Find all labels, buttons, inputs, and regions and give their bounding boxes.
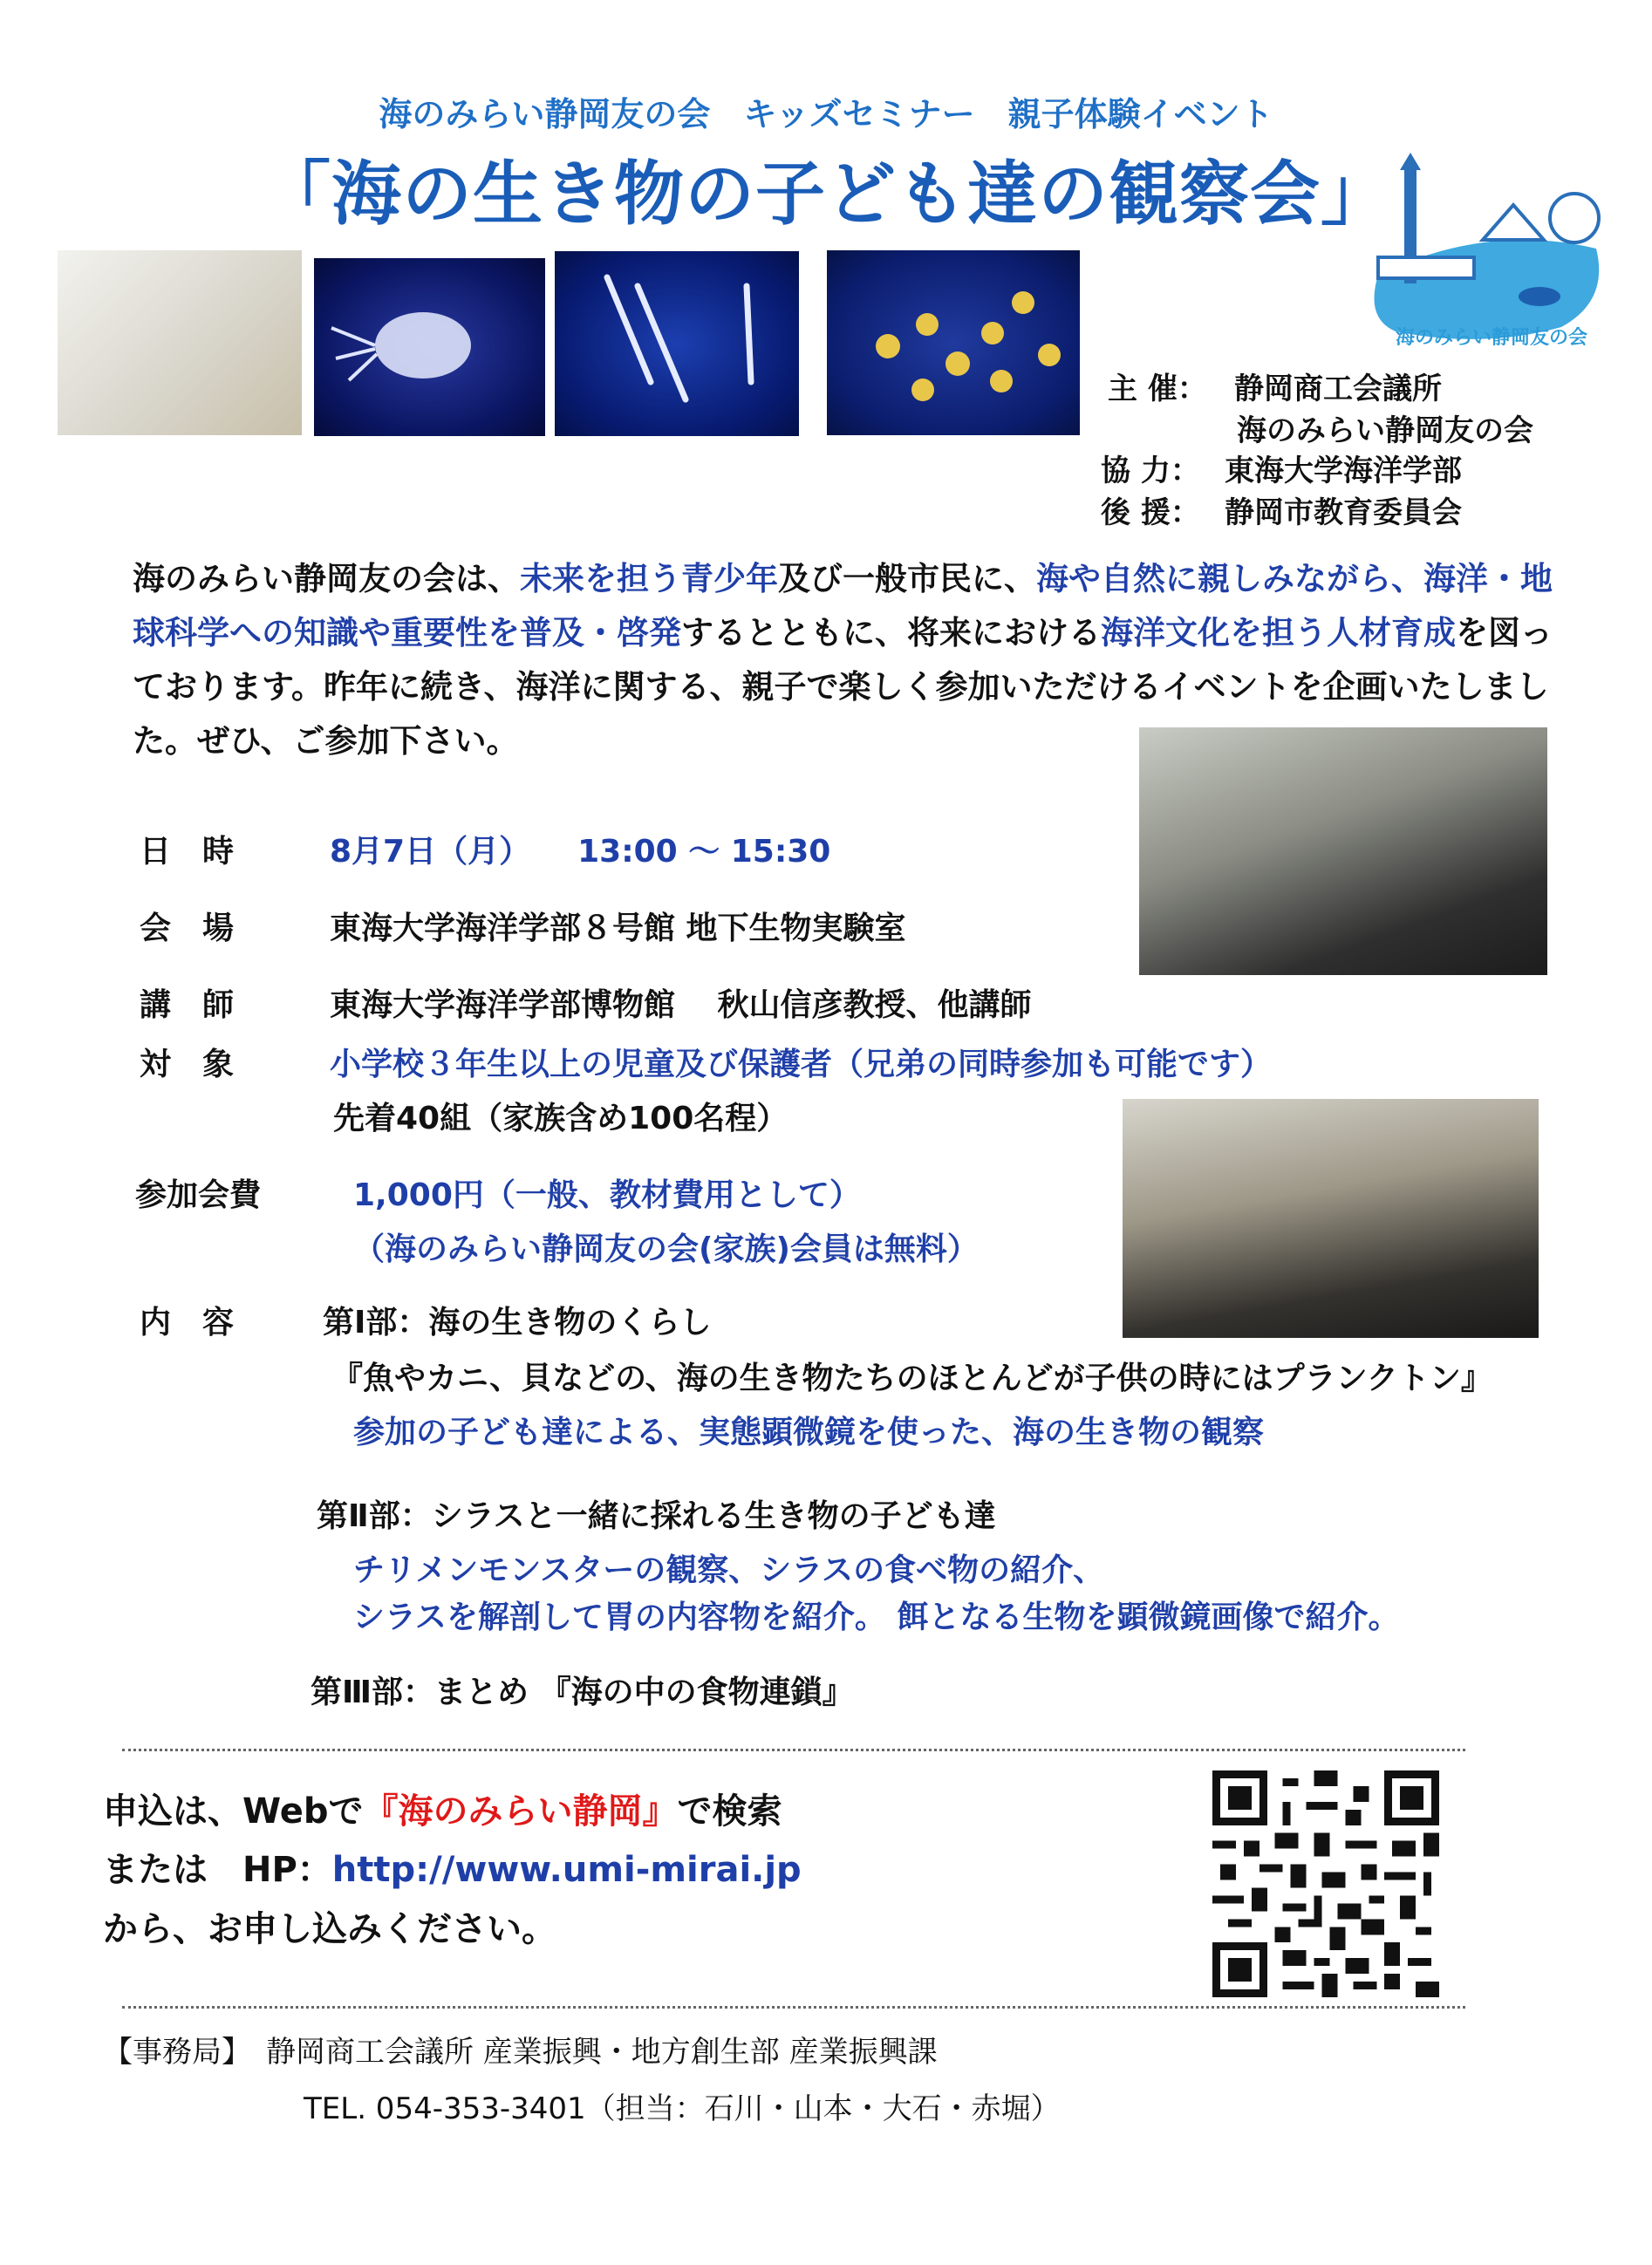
intro-paragraph: 海のみらい静岡友の会は、未来を担う青少年及び一般市民に、海や自然に親しみながら、海洋・地球科学への知識や重要性を普及・啓発するとともに、将来における海洋文化を担う人材育成を図っております。昨年に続き、海洋に関する、親子で楽しく参加いただけるイベントを企画いたしました。ぜひ、ご参加下さい。: [133, 560, 1553, 760]
fee-value: 1,000円（一般、教材費用として）: [353, 1177, 861, 1213]
part2-line2: シラスを解剖して胃の内容物を紹介。 餌となる生物を顕微鏡画像で紹介。: [353, 1600, 1400, 1635]
lab-room-photo: [1123, 1099, 1539, 1338]
plankton-photo-specimens: [58, 250, 302, 435]
part2-title: 第Ⅱ部：シラスと一緒に採れる生き物の子ども達: [317, 1498, 996, 1534]
part2-line1: チリメンモンスターの観察、シラスの食べ物の紹介、: [353, 1552, 1105, 1588]
plankton-photo-squid-larva: [314, 258, 545, 436]
qr-code[interactable]: [1212, 1770, 1439, 1997]
sponsor-cooperation-value: 東海大学海洋学部: [1225, 454, 1462, 488]
fee-label: 参加会費: [135, 1177, 262, 1213]
homepage-link[interactable]: http://www.umi-mirai.jp: [331, 1850, 802, 1890]
logo-caption: 海のみらい静岡友の会: [1395, 327, 1587, 349]
apply-line-3: から、お申し込みください。: [103, 1909, 556, 1949]
target-capacity: 先着40組（家族含め100名程）: [333, 1101, 788, 1136]
event-subtitle: 海のみらい静岡友の会 キッズセミナー 親子体験イベント: [379, 95, 1273, 133]
content-label: 内 容: [140, 1305, 235, 1341]
date-value: 8月7日（月） 13:00 ～ 15:30: [330, 834, 831, 870]
separator-top: [122, 1749, 1465, 1751]
contact-phone: TEL. 054-353-3401（担当：石川・山本・大石・赤堀）: [304, 2091, 1061, 2126]
plankton-photo-shrimp-larvae: [555, 251, 799, 436]
venue-value: 東海大学海洋学部８号館 地下生物実験室: [330, 911, 906, 946]
apply-line-1: 申込は、Webで『海のみらい静岡』で検索: [103, 1791, 782, 1832]
target-label: 対 象: [140, 1047, 235, 1082]
part1-description: 参加の子ども達による、実態顕微鏡を使った、海の生き物の観察: [353, 1415, 1265, 1450]
target-value: 小学校３年生以上の児童及び保護者（兄弟の同時参加も可能です）: [330, 1047, 1273, 1082]
separator-bottom: [122, 2006, 1465, 2009]
fee-member-note: （海のみらい静岡友の会(家族)会員は無料）: [353, 1231, 979, 1267]
apply-line-2: または HP：http://www.umi-mirai.jp: [103, 1850, 802, 1890]
sponsor-host-value: 静岡商工会議所: [1234, 372, 1442, 406]
sponsor-cooperation-label: 協 力：: [1101, 454, 1200, 488]
date-label: 日 時: [140, 834, 235, 870]
lecturer-label: 講 師: [140, 987, 235, 1023]
sponsor-support-label: 後 援：: [1101, 495, 1200, 530]
venue-label: 会 場: [140, 911, 235, 946]
page-title: 「海の生き物の子ども達の観察会」: [261, 154, 1391, 235]
microscope-session-photo: [1139, 727, 1547, 975]
sponsor-support-value: 静岡市教育委員会: [1225, 495, 1462, 530]
part1-title: 第Ⅰ部：海の生き物のくらし: [323, 1305, 712, 1341]
sponsor-host-value-2: 海のみらい静岡友の会: [1237, 413, 1533, 448]
part1-quote: 『魚やカニ、貝などの、海の生き物たちのほとんどが子供の時にはプランクトン』: [331, 1361, 1492, 1396]
sponsor-host-label: 主 催：: [1108, 372, 1207, 406]
lecturer-value: 東海大学海洋学部博物館 秋山信彦教授、他講師: [330, 987, 1032, 1023]
office-info: 【事務局】 静岡商工会議所 産業振興・地方創生部 産業振興課: [103, 2035, 938, 2070]
plankton-photo-fish-eggs: [827, 250, 1080, 435]
part3-title: 第Ⅲ部：まとめ 『海の中の食物連鎖』: [311, 1675, 854, 1710]
